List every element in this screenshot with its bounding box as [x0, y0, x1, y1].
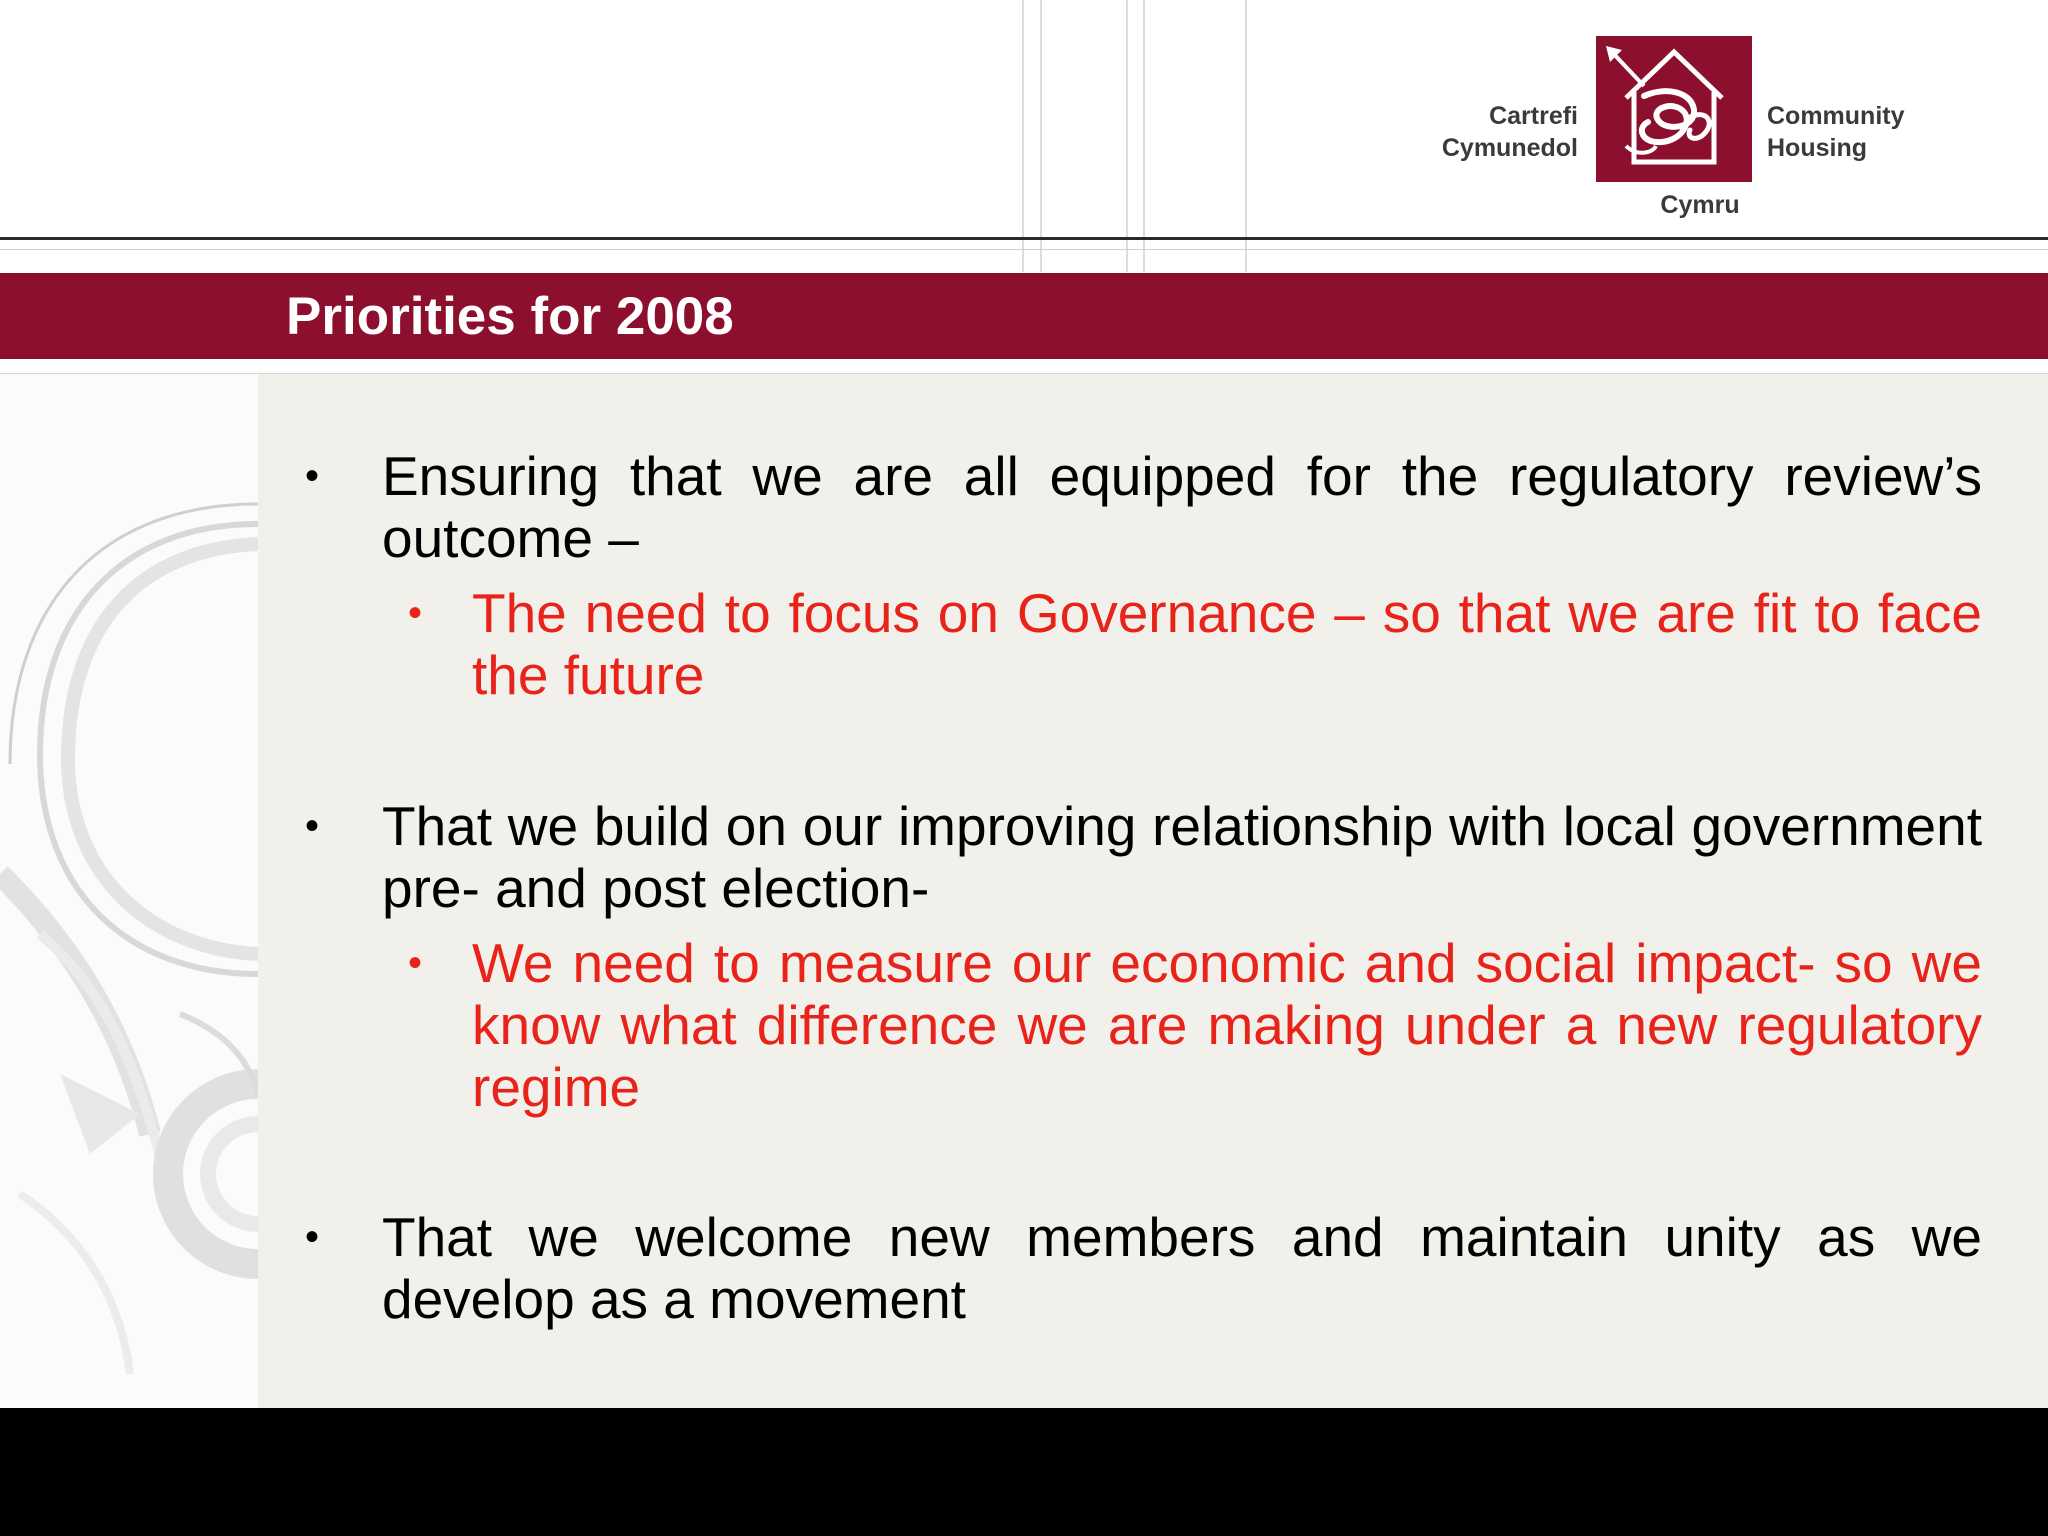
title-band — [0, 273, 2048, 359]
sub-bullet-item: We need to measure our economic and social impact- so we know what difference we are making under a new regulatory regime — [472, 932, 1982, 1118]
header-divider — [0, 237, 2048, 240]
bullet-marker: • — [305, 454, 320, 498]
organization-logo — [1430, 34, 1930, 224]
letterbox-bar — [0, 1408, 2048, 1536]
logo-english-line-1: Community — [1767, 102, 1905, 130]
slide-title: Priorities for 2008 — [286, 287, 734, 346]
bullet-item: That we welcome new members and maintain unity as we develop as a movement — [382, 1206, 1982, 1330]
sub-bullet-marker: • — [408, 941, 423, 985]
logo-english-line-2: Housing — [1767, 134, 1867, 162]
header-divider-thin — [0, 249, 2048, 250]
header-vertical-line — [1022, 0, 1024, 272]
header-vertical-line — [1245, 0, 1247, 272]
dragon-house-logo-icon — [1596, 36, 1752, 182]
bullet-marker: • — [305, 1215, 320, 1259]
decorative-swirl-image — [0, 374, 258, 1408]
header-vertical-line — [1126, 0, 1128, 272]
bullet-item: That we build on our improving relationship with local government pre- and post election- — [382, 795, 1982, 919]
header-vertical-line — [1040, 0, 1042, 272]
sub-bullet-item: The need to focus on Governance – so that we are fit to face the future — [472, 582, 1982, 706]
bullet-item: Ensuring that we are all equipped for the regulatory review’s outcome – — [382, 445, 1982, 569]
sub-bullet-marker: • — [408, 591, 423, 635]
bullet-marker: • — [305, 804, 320, 848]
logo-country-name: Cymru — [1660, 191, 1740, 219]
logo-english-name — [1767, 100, 1905, 164]
header-vertical-line — [1143, 0, 1145, 272]
logo-welsh-name — [1442, 100, 1578, 164]
logo-welsh-line-2: Cymunedol — [1441, 134, 1578, 162]
logo-welsh-line-1: Cartrefi — [1489, 102, 1578, 130]
